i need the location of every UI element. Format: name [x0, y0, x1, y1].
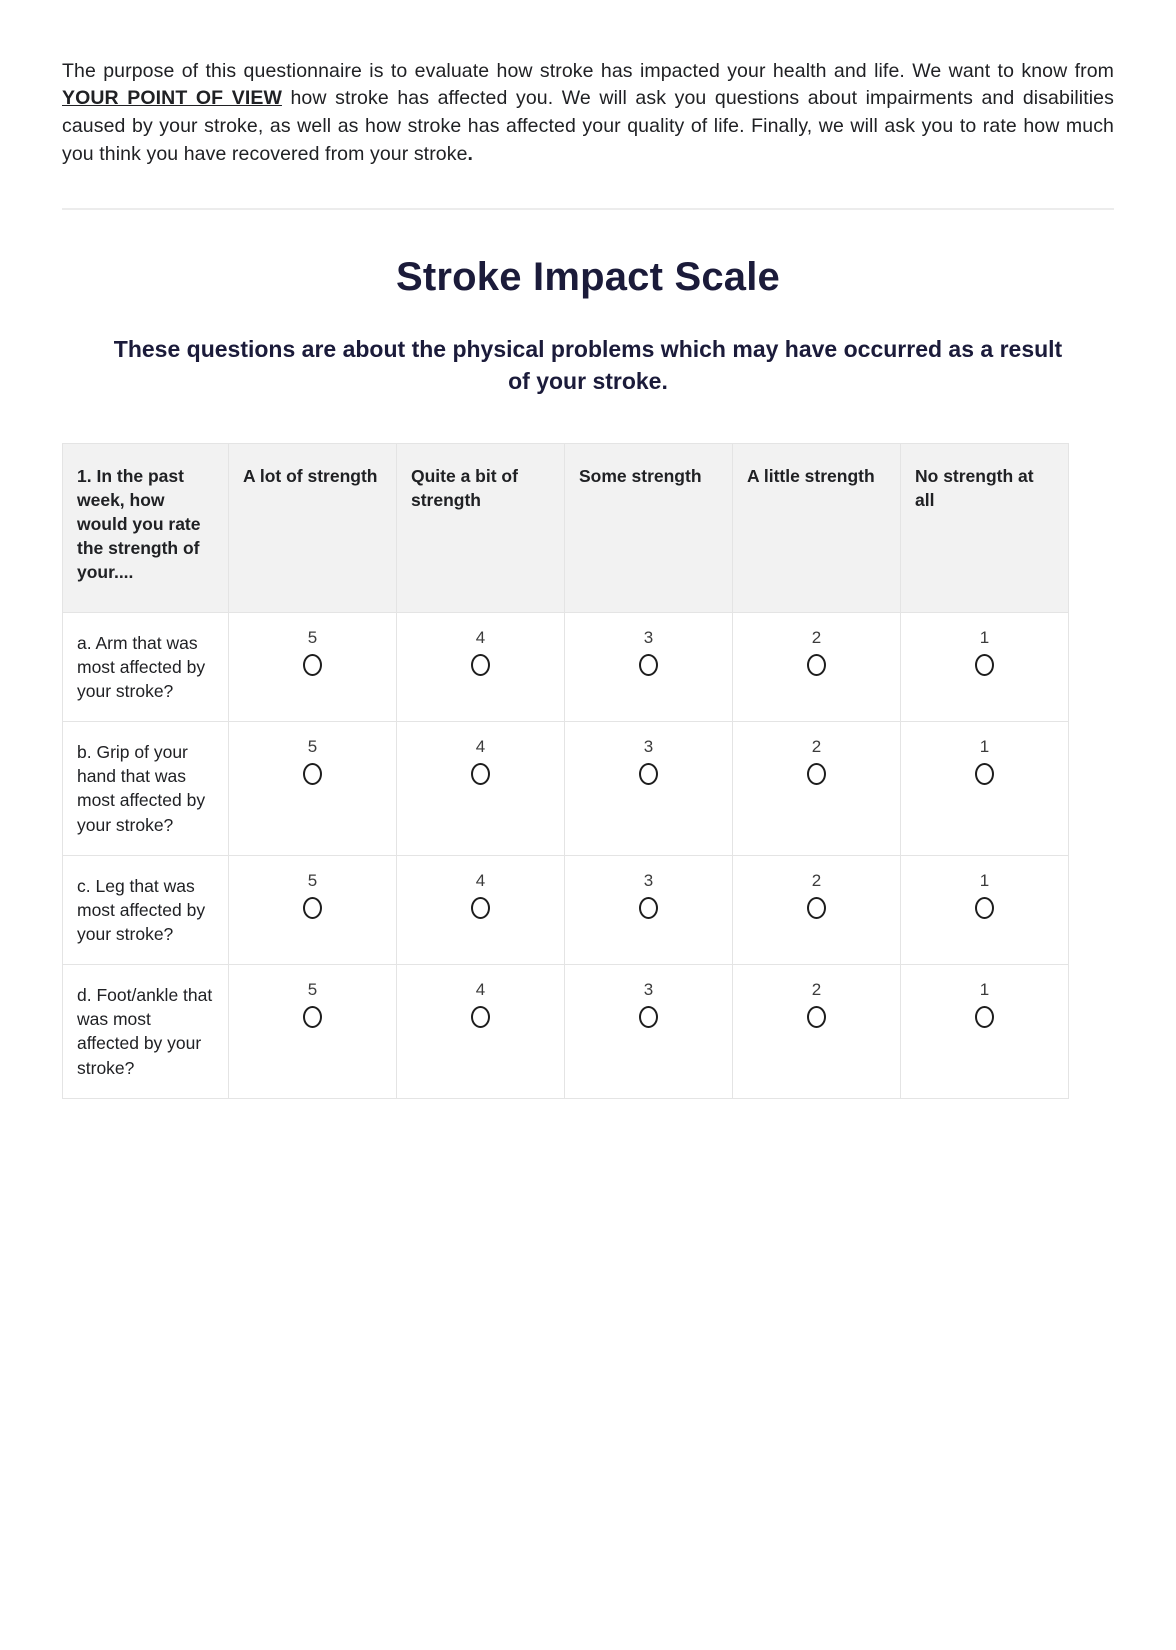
radio-button-icon[interactable]: [471, 654, 490, 676]
radio-button-icon[interactable]: [639, 897, 658, 919]
option-wrapper: [565, 965, 732, 1028]
option-wrapper: [733, 965, 900, 1028]
option-value-label: 3: [643, 980, 654, 1000]
radio-button-icon[interactable]: [471, 763, 490, 785]
radio-button-icon[interactable]: [471, 897, 490, 919]
grid-row-label-a: [63, 612, 229, 721]
grid-cell-b-2[interactable]: [565, 722, 733, 856]
option-value-label: 5: [307, 980, 318, 1000]
grid-cell-a-4[interactable]: [901, 612, 1069, 721]
option-value-label: 2: [811, 980, 822, 1000]
radio-button-icon[interactable]: [639, 763, 658, 785]
table-row: [63, 722, 1069, 856]
option-wrapper: [733, 613, 900, 676]
grid-column-header-2: [565, 443, 733, 612]
option-value-label: 2: [811, 737, 822, 757]
option-value-label: 4: [475, 627, 486, 647]
option-wrapper: [733, 722, 900, 785]
grid-cell-d-3[interactable]: [733, 965, 901, 1099]
intro-text-part-2: how stroke has affected you. We will ask you questions about impairments and disabilities caused by your stroke, as well as how stroke has affected your quality of life. Finally, we will ask you to rate how much you think you have recovered from your stroke: [62, 87, 1114, 165]
grid-cell-a-0[interactable]: [229, 612, 397, 721]
option-wrapper: [733, 856, 900, 919]
grid-body: [63, 612, 1069, 1098]
section-divider: [62, 208, 1114, 210]
option-value-label: 1: [979, 980, 990, 1000]
grid-column-header-4: [901, 443, 1069, 612]
option-wrapper: [229, 965, 396, 1028]
grid-row-label-b: [63, 722, 229, 856]
grid-column-header-label-2: Some strength: [579, 465, 702, 486]
radio-button-icon[interactable]: [639, 1006, 658, 1028]
page-title: Stroke Impact Scale: [396, 255, 780, 300]
grid-row-label-text-d: d. Foot/ankle that was most affected by your stroke?: [77, 985, 213, 1078]
option-wrapper: [901, 965, 1068, 1028]
option-wrapper: [565, 613, 732, 676]
option-wrapper: [901, 856, 1068, 919]
option-value-label: 1: [979, 737, 990, 757]
grid-row-label-text-c: c. Leg that was most affected by your stroke?: [77, 875, 206, 944]
radio-button-icon[interactable]: [975, 897, 994, 919]
radio-button-icon[interactable]: [807, 897, 826, 919]
radio-button-icon[interactable]: [807, 654, 826, 676]
grid-column-header-label-1: Quite a bit of strength: [411, 465, 518, 510]
grid-cell-a-2[interactable]: [565, 612, 733, 721]
option-wrapper: [229, 722, 396, 785]
grid-cell-d-2[interactable]: [565, 965, 733, 1099]
grid-column-header-label-0: A lot of strength: [243, 465, 378, 486]
radio-button-icon[interactable]: [303, 654, 322, 676]
question-grid: [62, 443, 1069, 1099]
grid-prompt-header: [63, 443, 229, 612]
option-value-label: 5: [307, 627, 318, 647]
grid-cell-a-3[interactable]: [733, 612, 901, 721]
grid-cell-b-4[interactable]: [901, 722, 1069, 856]
option-wrapper: [397, 856, 564, 919]
option-value-label: 2: [811, 627, 822, 647]
radio-button-icon[interactable]: [303, 763, 322, 785]
option-wrapper: [397, 722, 564, 785]
grid-cell-d-4[interactable]: [901, 965, 1069, 1099]
option-wrapper: [901, 722, 1068, 785]
grid-cell-c-3[interactable]: [733, 855, 901, 964]
grid-row-label-text-b: b. Grip of your hand that was most affected by your stroke?: [77, 742, 206, 835]
radio-button-icon[interactable]: [303, 897, 322, 919]
option-value-label: 5: [307, 737, 318, 757]
radio-button-icon[interactable]: [807, 763, 826, 785]
option-value-label: 4: [475, 870, 486, 890]
page-subtitle: These questions are about the physical problems which may have occurred as a result of your stroke.: [113, 336, 1063, 394]
option-value-label: 1: [979, 627, 990, 647]
grid-cell-b-0[interactable]: [229, 722, 397, 856]
option-value-label: 3: [643, 627, 654, 647]
option-wrapper: [397, 965, 564, 1028]
grid-row-label-d: [63, 965, 229, 1099]
option-value-label: 4: [475, 737, 486, 757]
option-value-label: 3: [643, 870, 654, 890]
option-value-label: 3: [643, 737, 654, 757]
grid-cell-d-0[interactable]: [229, 965, 397, 1099]
option-value-label: 5: [307, 870, 318, 890]
radio-button-icon[interactable]: [807, 1006, 826, 1028]
grid-cell-c-2[interactable]: [565, 855, 733, 964]
option-value-label: 2: [811, 870, 822, 890]
radio-button-icon[interactable]: [975, 654, 994, 676]
grid-cell-d-1[interactable]: [397, 965, 565, 1099]
grid-row-label-text-a: a. Arm that was most affected by your stroke?: [77, 632, 206, 701]
option-wrapper: [565, 856, 732, 919]
radio-button-icon[interactable]: [975, 763, 994, 785]
grid-column-header-label-3: A little strength: [747, 465, 875, 486]
radio-button-icon[interactable]: [471, 1006, 490, 1028]
option-wrapper: [229, 856, 396, 919]
grid-column-header-1: [397, 443, 565, 612]
grid-cell-b-3[interactable]: [733, 722, 901, 856]
grid-column-header-0: [229, 443, 397, 612]
option-value-label: 1: [979, 870, 990, 890]
radio-button-icon[interactable]: [975, 1006, 994, 1028]
grid-cell-b-1[interactable]: [397, 722, 565, 856]
intro-text-period: .: [467, 142, 474, 165]
option-wrapper: [901, 613, 1068, 676]
intro-paragraph: [62, 20, 1114, 169]
question-grid-container: [62, 443, 1114, 1099]
grid-column-header-3: [733, 443, 901, 612]
option-value-label: 4: [475, 980, 486, 1000]
radio-button-icon[interactable]: [639, 654, 658, 676]
questionnaire-page: [0, 20, 1176, 1650]
grid-header: [63, 443, 1069, 612]
grid-cell-c-0[interactable]: [229, 855, 397, 964]
grid-column-header-label-4: No strength at all: [915, 465, 1034, 510]
intro-emphasis-your-point-of-view: YOUR POINT OF VIEW: [62, 87, 282, 110]
option-wrapper: [229, 613, 396, 676]
intro-text-part-1: The purpose of this questionnaire is to evaluate how stroke has impacted your health and life. We want to know from: [62, 59, 1114, 82]
option-wrapper: [397, 613, 564, 676]
table-row: [63, 612, 1069, 721]
radio-button-icon[interactable]: [303, 1006, 322, 1028]
table-row: [63, 965, 1069, 1099]
option-wrapper: [565, 722, 732, 785]
grid-cell-c-1[interactable]: [397, 855, 565, 964]
grid-prompt-header-label: 1. In the past week, how would you rate the strength of your....: [77, 465, 201, 583]
grid-row-label-c: [63, 855, 229, 964]
table-row: [63, 855, 1069, 964]
grid-cell-a-1[interactable]: [397, 612, 565, 721]
grid-cell-c-4[interactable]: [901, 855, 1069, 964]
grid-header-row: [63, 443, 1069, 612]
